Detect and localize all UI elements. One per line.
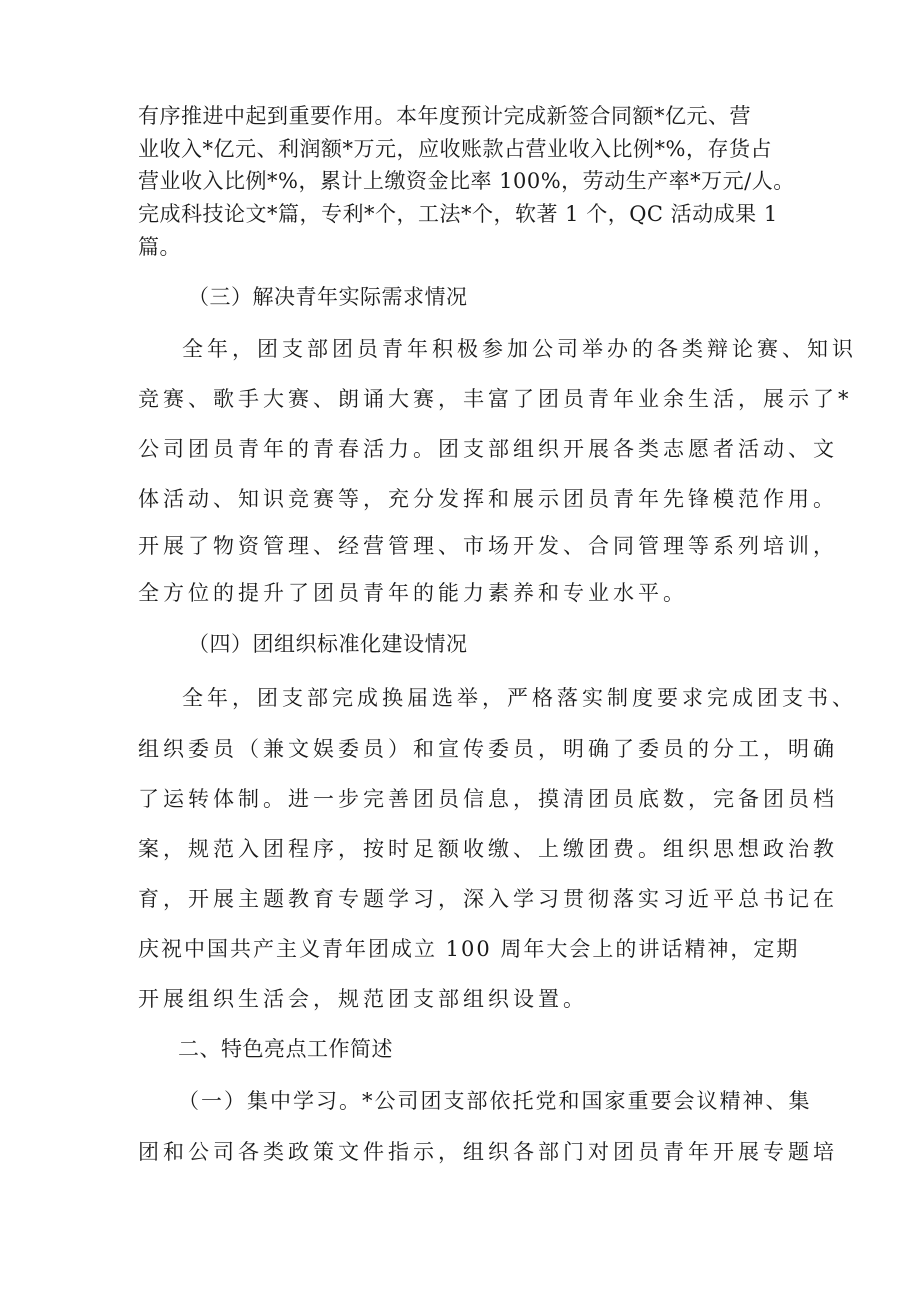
section-heading-feature: 二、特色亮点工作简述	[178, 1037, 393, 1061]
feature-line-1: （一）集中学习。*公司团支部依托党和国家重要会议精神、集	[178, 1089, 812, 1113]
section3-line-2: 竞赛、歌手大赛、朗诵大赛，丰富了团员青年业余生活，展示了*	[138, 387, 853, 411]
section3-line-5: 开展了物资管理、经营管理、市场开发、合同管理等系列培训，	[138, 534, 838, 558]
section3-line-1: 全年，团支部团员青年积极参加公司举办的各类辩论赛、知识	[182, 337, 857, 361]
intro-line-2: 业收入*亿元、利润额*万元，应收账款占营业收入比例*%，存货占	[138, 137, 772, 161]
section-heading-4: （四）团组织标准化建设情况	[188, 632, 468, 656]
intro-line-5: 篇。	[138, 235, 181, 259]
feature-line-2: 团和公司各类政策文件指示，组织各部门对团员青年开展专题培	[138, 1140, 838, 1164]
section3-line-6: 全方位的提升了团员青年的能力素养和专业水平。	[138, 581, 688, 605]
section4-line-2: 组织委员（兼文娱委员）和宣传委员，明确了委员的分工，明确	[138, 737, 838, 761]
section4-line-3: 了运转体制。进一步完善团员信息，摸清团员底数，完备团员档	[138, 787, 838, 811]
section4-line-7: 开展组织生活会，规范团支部组织设置。	[138, 987, 588, 1011]
section4-line-4: 案，规范入团程序，按时足额收缴、上缴团费。组织思想政治教	[138, 837, 838, 861]
intro-line-4: 完成科技论文*篇，专利*个，工法*个，软著 1 个，QC 活动成果 1	[138, 202, 778, 226]
section3-line-3: 公司团员青年的青春活力。团支部组织开展各类志愿者活动、文	[138, 437, 838, 461]
intro-line-1: 有序推进中起到重要作用。本年度预计完成新签合同额*亿元、营	[138, 104, 751, 128]
section4-line-6: 庆祝中国共产主义青年团成立 100 周年大会上的讲话精神，定期	[138, 937, 800, 961]
intro-line-3: 营业收入比例*%，累计上缴资金比率 100%，劳动生产率*万元/人。	[138, 169, 795, 193]
section3-line-4: 体活动、知识竞赛等，充分发挥和展示团员青年先锋模范作用。	[138, 487, 838, 511]
section-heading-3: （三）解决青年实际需求情况	[188, 285, 468, 309]
section4-line-5: 育，开展主题教育专题学习，深入学习贯彻落实习近平总书记在	[138, 887, 838, 911]
section4-line-1: 全年，团支部完成换届选举，严格落实制度要求完成团支书、	[182, 686, 857, 710]
